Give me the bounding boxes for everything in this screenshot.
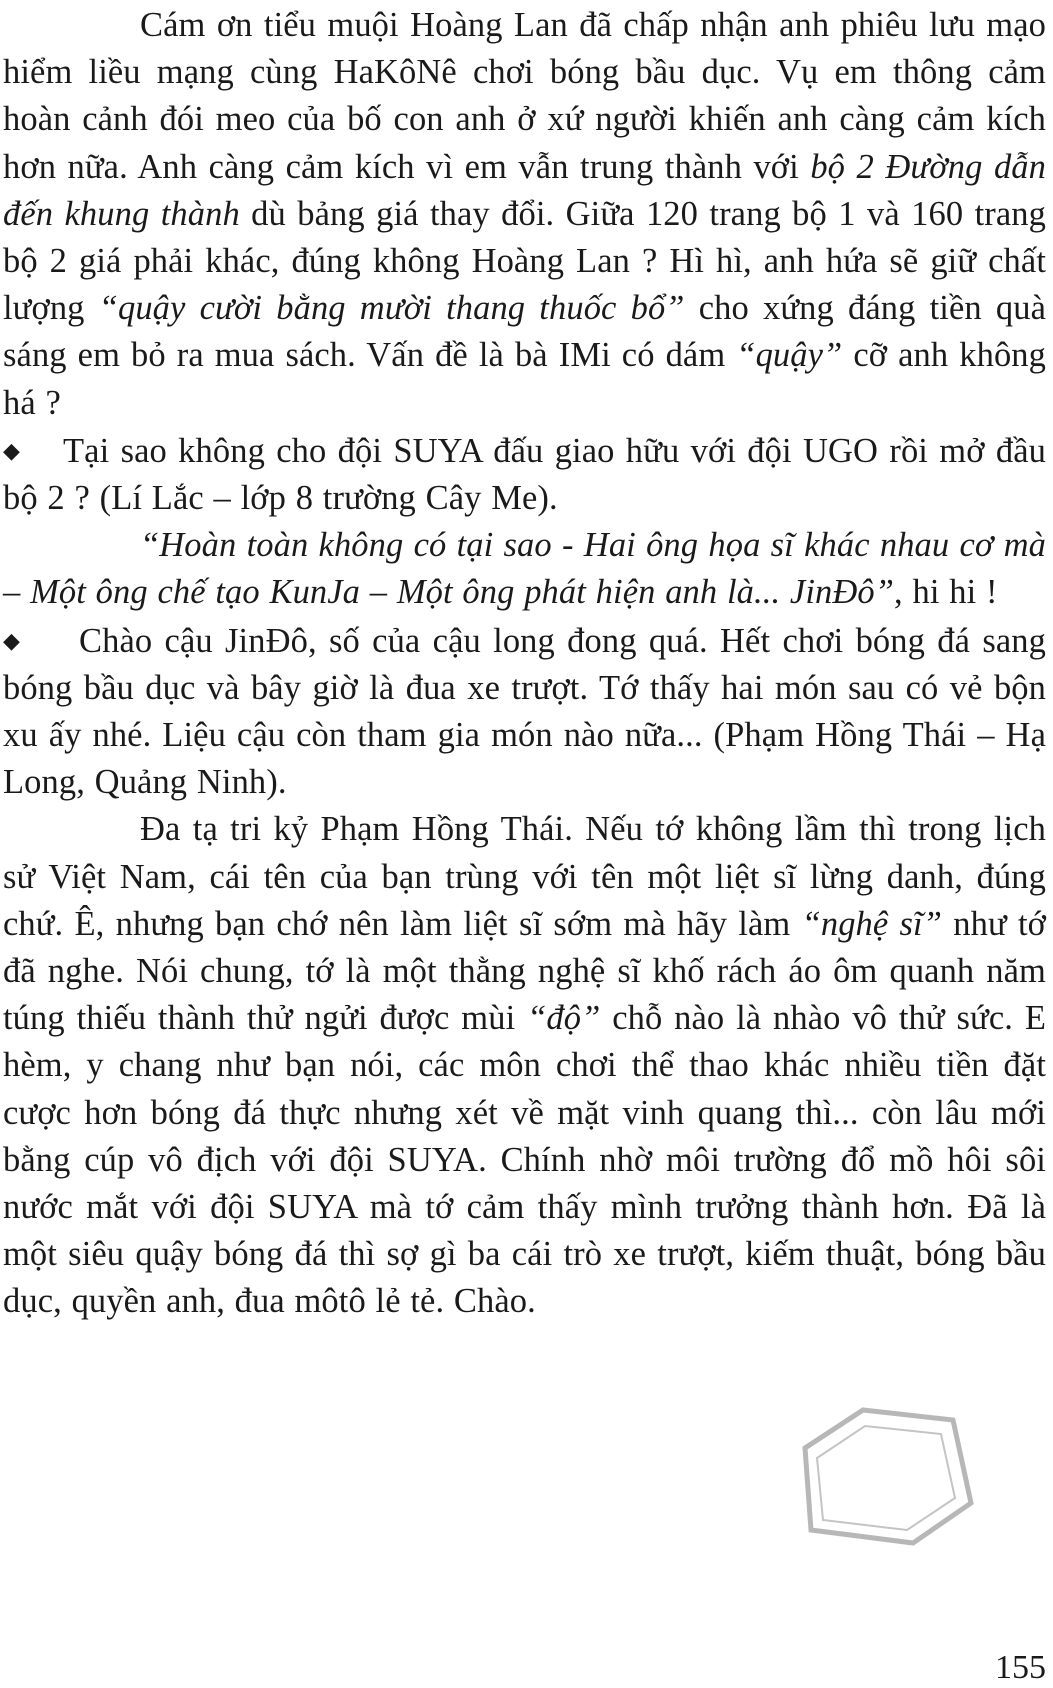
paragraph-reply-hoang-lan <box>3 2 1046 427</box>
paragraph-text: như tớ đã nghe. Nói chung, tớ là một thằng nghệ sĩ khố rách áo ôm quanh năm túng thiếu thành thử ngửi được mùi <box>3 904 1046 1038</box>
book-page <box>3 0 1047 1686</box>
question-text: Chào cậu JinĐô, số của cậu long đong quá. Hết chơi bóng đá sang bóng bầu dục và bây giờ là đua xe trượt. Tớ thấy hai món sau có vẻ bộn xu ấy nhé. Liệu cậu còn tham gia món nào nữa... (Phạm Hồng Thái – Hạ Long, Quảng Ninh). <box>3 621 1046 802</box>
paragraph-text: dù bảng giá thay đổi. Giữa 120 trang bộ 1 và 160 trang bộ 2 giá phải khác, đúng không Hoàng Lan ? Hì hì, anh hứa sẽ giữ chất lượng <box>3 194 1046 328</box>
paragraph-text: cỡ anh không há ? <box>3 336 1047 422</box>
paragraph-text: chỗ nào là nhào vô thử sức. E hèm, y chang như bạn nói, các môn chơi thể thao khác nhiều tiền đặt cược hơn bóng đá thực nhưng xét về mặt vinh quang thì... còn lâu mới bằng cúp vô địch với đội SUYA. Chính nhờ môi trường đổ mồ hôi sôi nước mắt với đội SUYA mà tớ cảm thấy mình trưởng thành hơn. Đã là một siêu quậy bóng đá thì sợ gì ba cái trò xe trượt, kiếm thuật, bóng bầu dục, quyền anh, đua môtô lẻ tẻ. Chào. <box>3 999 1046 1321</box>
italic-quote: “độ” <box>527 999 601 1038</box>
watermark-frame <box>805 1410 971 1543</box>
italic-quote: “quậy cười bằng mười thang thuốc bổ” <box>98 289 685 328</box>
paragraph-text: Đa tạ tri kỷ Phạm Hồng Thái. Nếu tớ không lầm thì trong lịch sử Việt Nam, cái tên của bạn trùng với tên một liệt sĩ lừng danh, đúng chứ. Ê, nhưng bạn chớ nên làm liệt sĩ sớm mà hãy làm <box>3 810 1046 943</box>
question-text: Tại sao không cho đội SUYA đấu giao hữu với đội UGO rồi mở đầu bộ 2 ? (Lí Lắc – lớp 8 trường Cây Me). <box>3 431 1046 518</box>
italic-quote: “nghệ sĩ” <box>801 904 943 943</box>
italic-answer: “Hoàn toàn không có tại sao - Hai ông họa sĩ khác nhau cơ mà – Một ông chế tạo KunJa – Một ông phát hiện anh là... JinĐô” <box>3 526 1046 612</box>
paragraph-text: cho xứng đáng tiền quà sáng em bỏ ra mua sách. Vấn đề là bà IMi có dám <box>3 289 1046 375</box>
bullet-diamond-icon: ◆ <box>3 437 21 463</box>
paragraph-text: Cám ơn tiểu muội Hoàng Lan đã chấp nhận anh phiêu lưu mạo hiểm liều mạng cùng HaKôNê chơi bóng bầu dục. Vụ em thông cảm hoàn cảnh đói meo của bố con anh ở xứ người khiến anh càng cảm kích hơn nữa. Anh càng cảm kích vì em vẫn trung thành với <box>3 6 1046 186</box>
reader-question-li-lac <box>3 427 1046 522</box>
watermark-inner-frame <box>817 1426 955 1530</box>
watermark-logo <box>783 1388 983 1558</box>
paragraph-reply-pham-hong-thai <box>3 806 1046 1325</box>
paragraph-text: , hi hi ! <box>894 573 998 612</box>
page-text <box>3 2 1046 1326</box>
paragraph-reply-li-lac <box>3 522 1046 616</box>
reader-question-pham-hong-thai <box>3 617 1046 807</box>
page-number: 155 <box>995 1649 1046 1686</box>
bullet-diamond-icon: ◆ <box>3 627 21 653</box>
italic-book-title: bộ 2 Đường dẫn đến khung thành <box>3 147 1046 233</box>
italic-quote: “quậy” <box>736 336 843 375</box>
